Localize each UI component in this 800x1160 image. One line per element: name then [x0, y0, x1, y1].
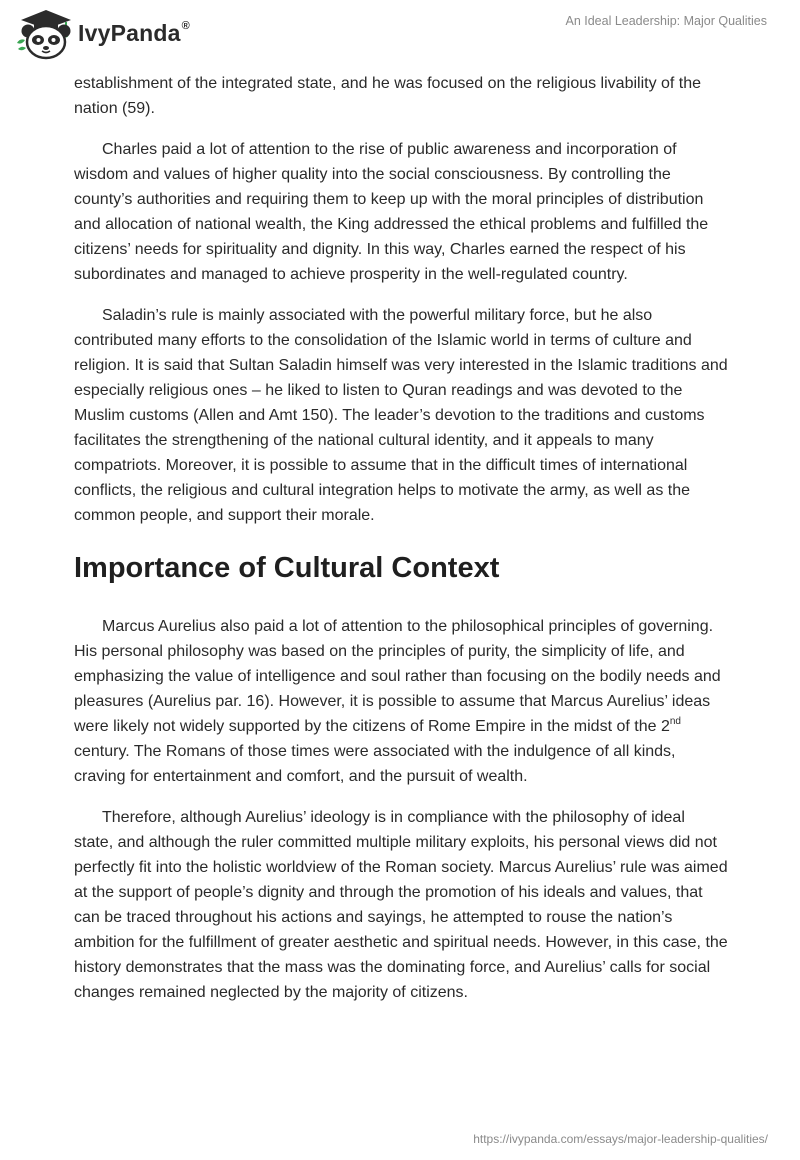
paragraph-2: Charles paid a lot of attention to the rise of public awareness and incorporation of wisdom and values of higher quality into the social consciousness. By controlling the county’s authorities and requiring them to keep up with the moral principles of distribution and allocation of national wealth, the King addressed the ethical problems and fulfilled the citizens’ needs for spirituality and dignity. In this way, Charles earned the respect of his subordinates and managed to achieve prosperity in the well-regulated country. [74, 141, 709, 283]
paragraph-4 [74, 614, 728, 789]
document-title: An Ideal Leadership: Major Qualities [565, 14, 767, 28]
section-heading: Importance of Cultural Context [74, 552, 500, 584]
panda-graduate-icon[interactable] [14, 7, 78, 61]
page-header [0, 0, 800, 70]
brand-name[interactable]: IvyPanda® [78, 20, 190, 46]
ordinal-suffix: nd [669, 715, 681, 727]
paragraph-4-text: Marcus Aurelius also paid a lot of attention to the philosophical principles of governing. His personal philosophy was based on the principles of purity, the simplicity of life, and emphasizing the value of intelligence and soul rather than focusing on the bodily needs and pleasures (Aurelius par. 16). However, it is possible to assume that Marcus Aurelius’ ideas were likely not widely supported by the citizens of Rome Empire in the midst of the 2 [74, 618, 721, 735]
trademark-symbol: ® [181, 20, 190, 33]
paragraph-4-text-continued: century. The Romans of those times were associated with the indulgence of all kinds, craving for entertainment and comfort, and the pursuit of wealth. [74, 743, 676, 785]
source-url[interactable]: https://ivypanda.com/essays/major-leadership-qualities/ [473, 1132, 768, 1146]
essay-content [74, 71, 728, 1021]
paragraph-5: Therefore, although Aurelius’ ideology is in compliance with the philosophy of ideal state, and although the ruler committed multiple military exploits, his personal views did not perfectly fit into the holistic worldview of the Roman society. Marcus Aurelius’ rule was aimed at the support of people’s dignity and through the promotion of his ideals and values, that can be traced throughout his actions and sayings, he attempted to rouse the nation’s ambition for the fulfillment of greater aesthetic and spiritual needs. However, in this case, the history demonstrates that the mass was the dominating force, and Aurelius’ calls for social changes remained neglected by the majority of citizens. [74, 809, 728, 1001]
paragraph-3: Saladin’s rule is mainly associated with the powerful military force, but he also contributed many efforts to the consolidation of the Islamic world in terms of culture and religion. It is said that Sultan Saladin himself was very interested in the Islamic traditions and especially religious ones – he liked to listen to Quran readings and was devoted to the Muslim customs (Allen and Amt 150). The leader’s devotion to the traditions and customs facilitates the strengthening of the national cultural identity, and it appeals to many compatriots. Moreover, it is possible to assume that in the difficult times of international conflicts, the religious and cultural integration helps to motivate the army, as well as the common people, and support their morale. [74, 307, 728, 524]
paragraph-1: establishment of the integrated state, and he was focused on the religious livability of the nation (59). [74, 75, 702, 117]
